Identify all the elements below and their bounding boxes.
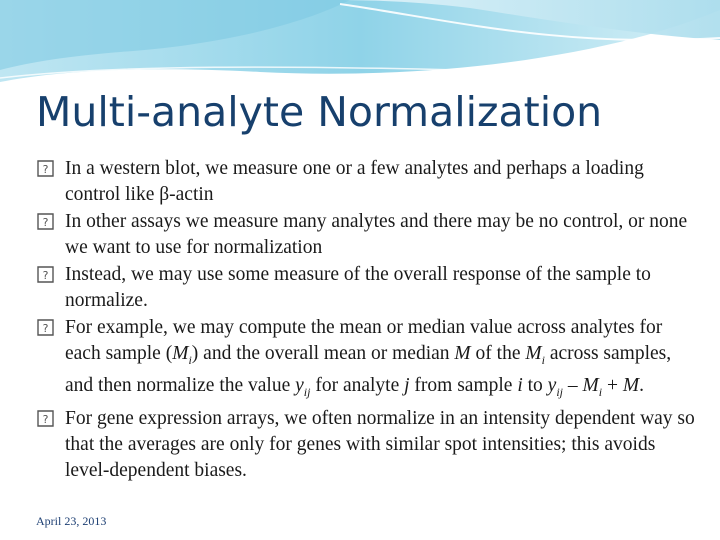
unknown-glyph-box-icon — [36, 409, 58, 429]
bullet-item — [36, 315, 696, 405]
unknown-glyph-box-icon — [36, 265, 58, 285]
slide-title: Multi-analyte Normalization — [36, 88, 603, 136]
header-wave-decoration — [0, 0, 720, 90]
bullet-list — [36, 156, 696, 485]
svg-text:?: ? — [42, 322, 49, 335]
bullet-item — [36, 156, 696, 208]
bullet-text: In other assays we measure many analytes and there may be no control, or none we want to use for normalization — [65, 211, 688, 258]
unknown-glyph-box-icon — [36, 159, 58, 179]
footer-date: April 23, 2013 — [36, 514, 107, 528]
unknown-glyph-box-icon — [36, 212, 58, 232]
bullet-text: For gene expression arrays, we often normalize in an intensity dependent way so that the averages are only for genes with similar spot intensities; this avoids level-dependent biases. — [65, 407, 695, 481]
svg-text:?: ? — [42, 412, 49, 426]
bullet-text: In a western blot, we measure one or a few analytes and perhaps a loading control like β-actin — [65, 158, 644, 205]
svg-text:?: ? — [42, 163, 49, 176]
unknown-glyph-box-icon — [36, 318, 58, 338]
bullet-item — [36, 406, 696, 484]
svg-text:?: ? — [42, 269, 49, 282]
bullet-text: Instead, we may use some measure of the overall response of the sample to normalize. — [65, 264, 651, 311]
bullet-text: For example, we may compute the mean or median value across analytes for each sample $(M_i)$ and the overall mean or median M of the $M_i$ across samples, and then normalize the value $y_{ij}$ for analyte j from sample i to $y_{ij} - M_i + M$. — [65, 317, 672, 399]
bullet-item — [36, 209, 696, 261]
bullet-item — [36, 262, 696, 314]
svg-text:?: ? — [42, 216, 49, 229]
